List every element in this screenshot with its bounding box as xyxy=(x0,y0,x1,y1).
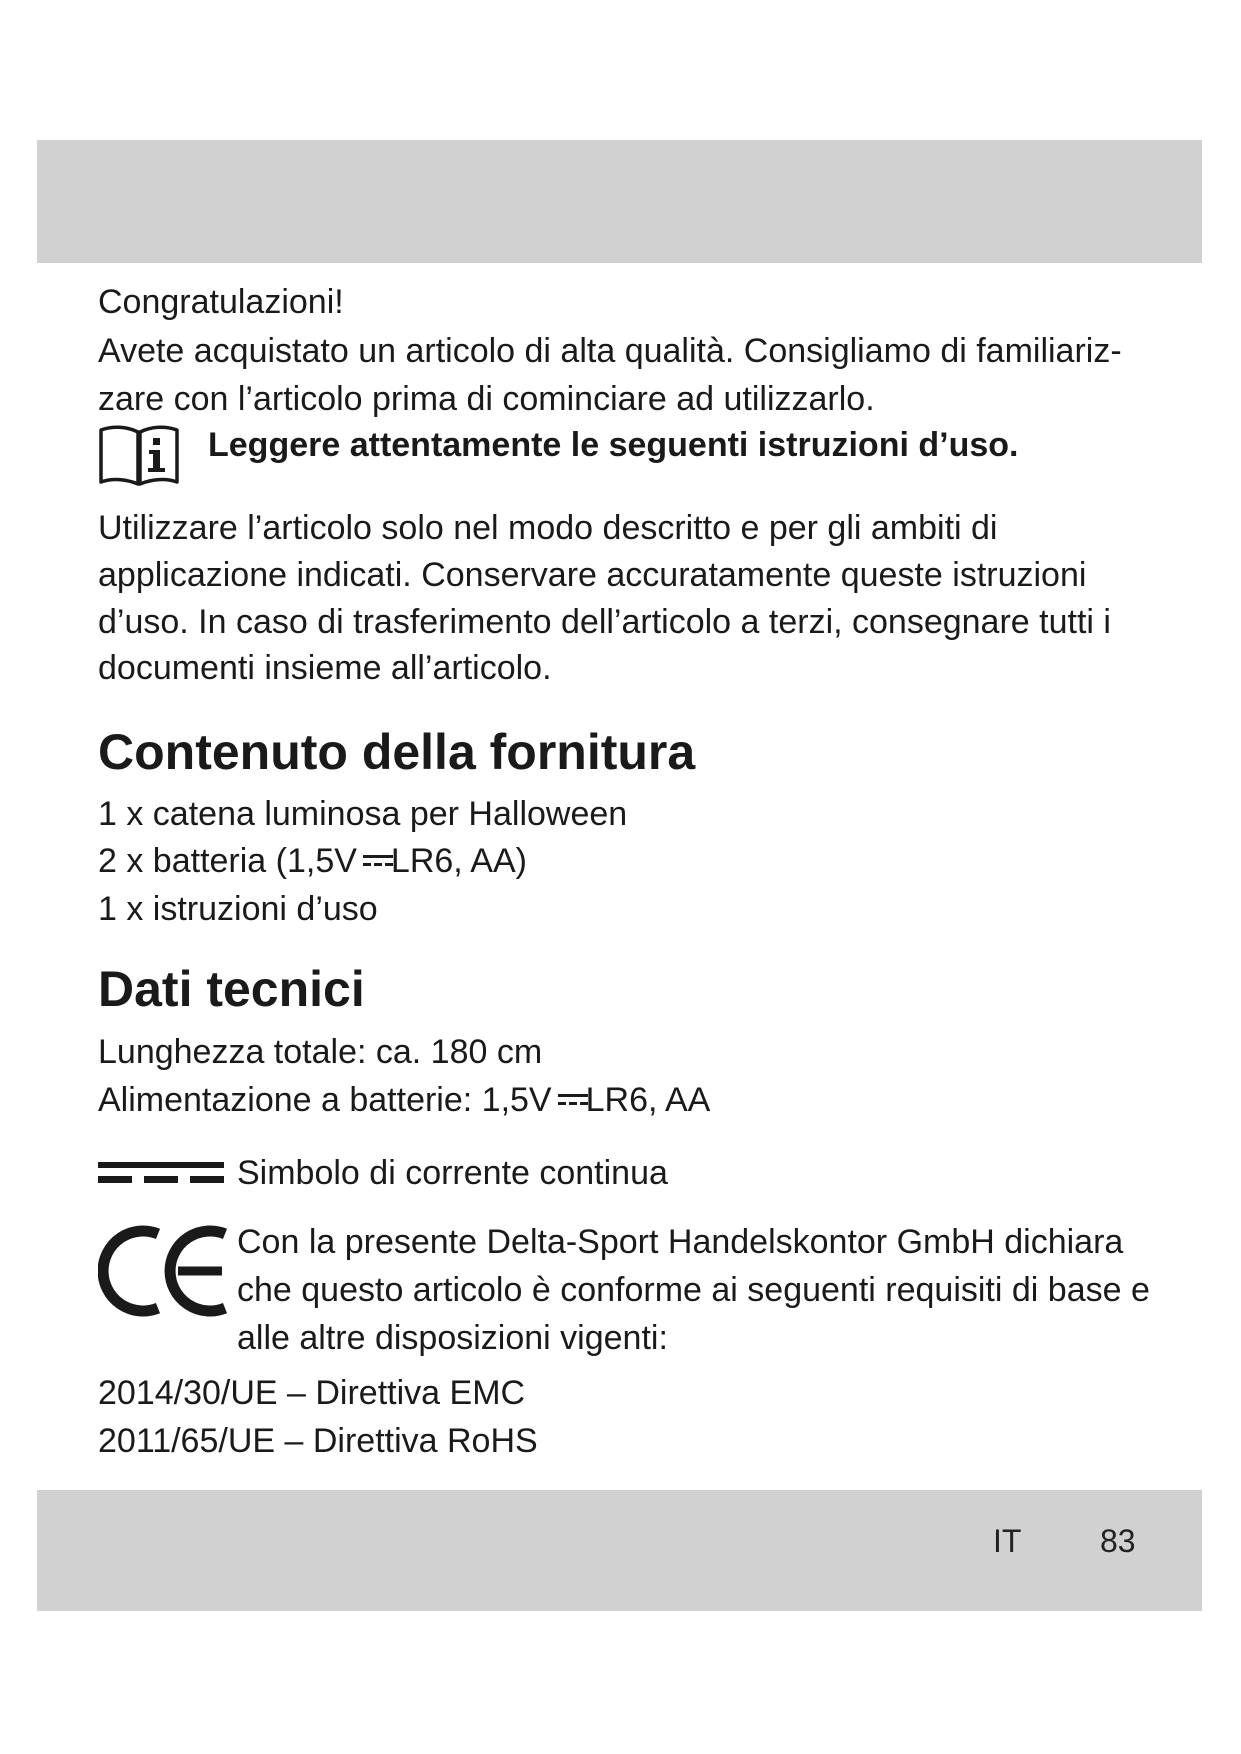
ce-declaration-line: alle altre disposizioni vigenti: xyxy=(237,1319,668,1357)
directive-line: 2014/30/UE – Direttiva EMC xyxy=(98,1374,526,1412)
spec-power-text-after: LR6, AA xyxy=(585,1081,711,1119)
spec-length: Lunghezza totale: ca. 180 cm xyxy=(98,1033,543,1071)
greeting: Congratulazioni! xyxy=(98,283,344,321)
read-instructions-notice: Leggere attentamente le seguenti istruzioni d’uso. xyxy=(208,426,1019,464)
usage-line: d’uso. In caso di trasferimento dell’articolo a terzi, consegnare tutti i xyxy=(98,603,1111,641)
dc-symbol-label: Simbolo di corrente continua xyxy=(237,1154,668,1192)
ce-declaration-line: Con la presente Delta-Sport Handelskontor GmbH dichiara xyxy=(237,1223,1124,1261)
delivery-item: 1 x catena luminosa per Halloween xyxy=(98,795,628,833)
intro-line: zare con l’articolo prima di cominciare ad utilizzarlo. xyxy=(98,380,875,418)
ce-mark-icon xyxy=(98,1225,232,1317)
dc-current-icon xyxy=(98,1160,224,1186)
specs-heading: Dati tecnici xyxy=(98,961,365,1017)
dc-current-icon xyxy=(363,852,393,868)
directive-line: 2011/65/UE – Direttiva RoHS xyxy=(98,1422,538,1460)
delivery-item: 1 x istruzioni d’uso xyxy=(98,890,378,928)
delivery-item-text-after: LR6, AA) xyxy=(390,842,527,880)
usage-line: Utilizzare l’articolo solo nel modo descritto e per gli ambiti di xyxy=(98,509,998,547)
delivery-item xyxy=(98,837,527,885)
delivery-item-text: 2 x batteria (1,5V xyxy=(98,842,357,880)
footer-language: IT xyxy=(993,1523,1022,1559)
ce-declaration-line: che questo articolo è conforme ai seguenti requisiti di base e xyxy=(237,1271,1150,1309)
usage-line: documenti insieme all’articolo. xyxy=(98,649,552,687)
page-number: 83 xyxy=(1100,1523,1136,1559)
spec-power xyxy=(98,1076,710,1124)
spec-power-text: Alimentazione a batterie: 1,5V xyxy=(98,1081,552,1119)
intro-line: Avete acquistato un articolo di alta qualità. Consigliamo di familiariz- xyxy=(98,332,1122,370)
footer-band xyxy=(37,1490,1202,1611)
usage-line: applicazione indicati. Conservare accuratamente queste istruzioni xyxy=(98,556,1087,594)
delivery-heading: Contenuto della fornitura xyxy=(98,724,696,780)
read-manual-icon xyxy=(98,423,180,487)
header-band xyxy=(37,140,1202,263)
dc-current-icon xyxy=(558,1091,588,1107)
